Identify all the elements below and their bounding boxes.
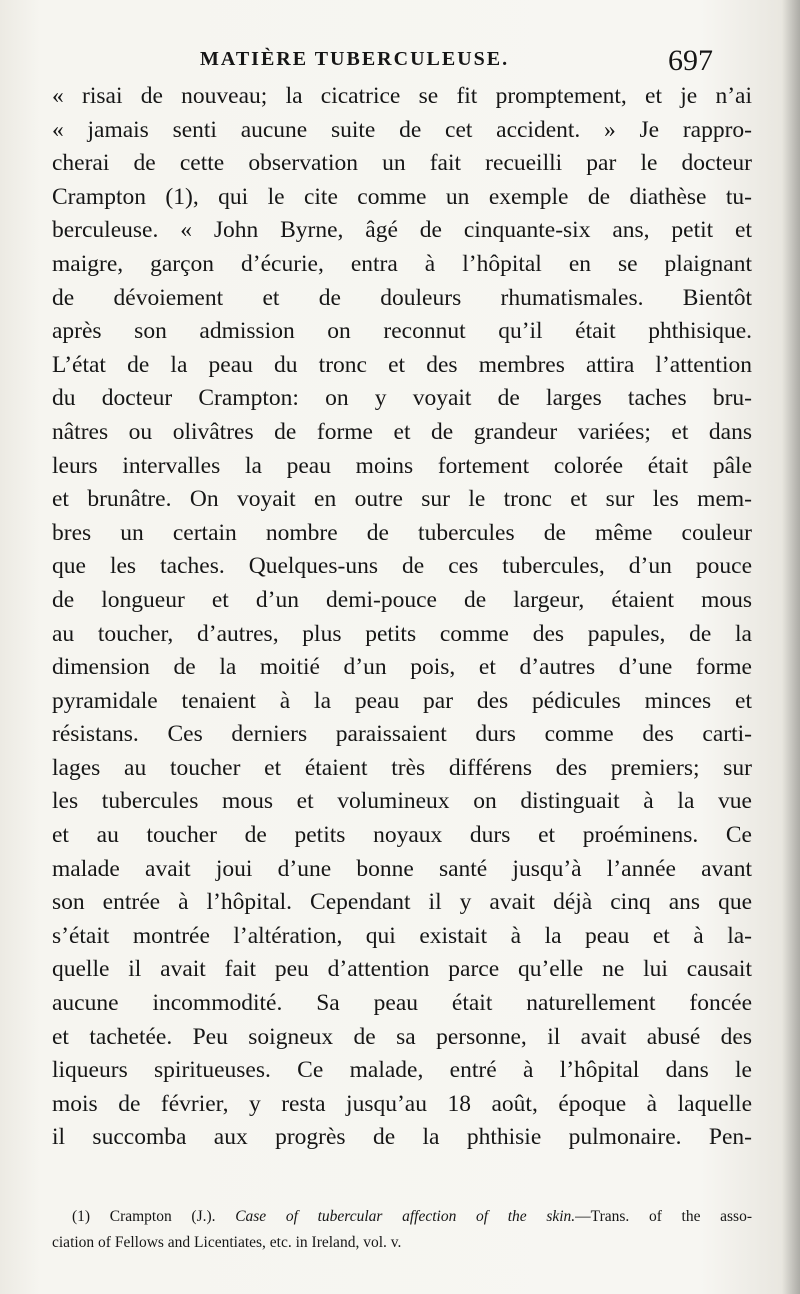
text-line: « risai de nouveau; la cicatrice se fit promptement, et je n’ai [52,83,752,109]
text-line: de longueur et d’un demi-pouce de largeur, étaient mous [52,586,752,613]
page-edge-shadow [782,0,800,1294]
text-line: les tubercules mous et volumineux on distinguait à la vue [52,788,752,815]
text-line: de dévoiement et de douleurs rhumatismales. Bientôt [52,284,752,311]
text-line: dimension de la moitié d’un pois, et d’autres d’une forme [52,654,752,681]
text-line: pyramidale tenaient à la peau par des pédicules minces et [52,687,752,714]
text-line: maigre, garçon d’écurie, entra à l’hôpital en se plaignant [52,250,752,277]
text-line: résistans. Ces derniers paraissaient durs comme des carti- [52,721,752,748]
footnote [52,1204,752,1256]
text-line: « jamais senti aucune suite de cet accident. » Je rappro- [52,116,752,143]
footnote-author: Crampton (J.). [109,1208,216,1225]
text-line: son entrée à l’hôpital. Cependant il y avait déjà cinq ans que [52,889,752,916]
text-line: leurs intervalles la peau moins fortement colorée était pâle [52,452,752,479]
text-line: que les taches. Quelques-uns de ces tubercules, d’un pouce [52,553,752,580]
footnote-line-2: ciation of Fellows and Licentiates, etc. in Ireland, vol. v. [52,1234,402,1251]
text-line: après son admission on reconnut qu’il était phthisique. [52,318,752,345]
text-line: berculeuse. « John Byrne, âgé de cinquante-six ans, petit et [52,217,752,244]
text-line: cherai de cette observation un fait recueilli par le docteur [52,150,752,177]
text-line: L’état de la peau du tronc et des membres attira l’attention [52,351,752,378]
text-line: et au toucher de petits noyaux durs et proéminens. Ce [52,822,752,849]
text-line: mois de février, y resta jusqu’au 18 août, époque à laquelle [52,1090,752,1117]
text-line: aucune incommodité. Sa peau était naturellement foncée [52,990,752,1017]
text-line: quelle il avait fait peu d’attention parce qu’elle ne lui causait [52,956,752,983]
footnote-source: —Trans. of the asso- [575,1208,752,1225]
text-line: nâtres ou olivâtres de forme et de grandeur variées; et dans [52,418,752,445]
text-line: il succomba aux progrès de la phthisie pulmonaire. Pen- [52,1124,752,1151]
text-line: du docteur Crampton: on y voyait de larges taches bru- [52,385,752,412]
text-line: Crampton (1), qui le cite comme un exemple de diathèse tu- [52,183,752,210]
text-line: s’était montrée l’altération, qui existait à la peau et à la- [52,922,752,949]
body-text [52,80,752,1155]
text-line: et tachetée. Peu soigneux de sa personne, il avait abusé des [52,1023,752,1050]
text-line: au toucher, d’autres, plus petits comme des papules, de la [52,620,752,647]
footnote-title: Case of tubercular affection of the skin. [235,1208,576,1225]
text-line: lages au toucher et étaient très différens des premiers; sur [52,754,752,781]
text-line: malade avait joui d’une bonne santé jusqu’à l’année avant [52,855,752,882]
text-line: bres un certain nombre de tubercules de même couleur [52,519,752,546]
text-line: et brunâtre. On voyait en outre sur le tronc et sur les mem- [52,486,752,513]
running-head: MATIÈRE TUBERCULEUSE. [200,48,510,70]
page-number: 697 [668,44,713,77]
footnote-marker: (1) [72,1208,91,1225]
text-line: liqueurs spiritueuses. Ce malade, entré à l’hôpital dans le [52,1057,752,1084]
